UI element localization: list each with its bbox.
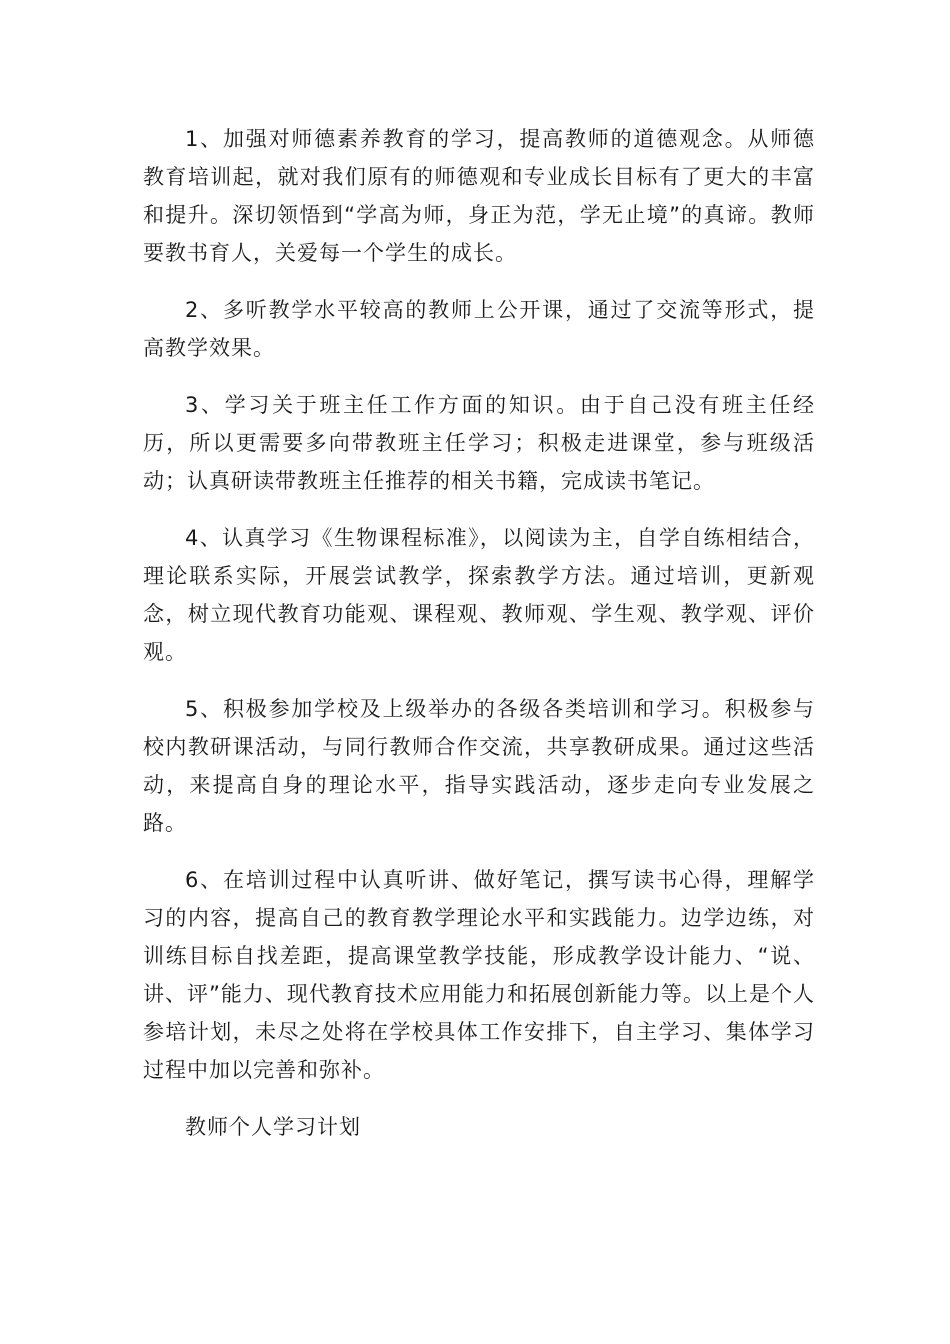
paragraph-4: 4、认真学习《生物课程标准》，以阅读为主，自学自练相结合，理论联系实际，开展尝试教学，探索教学方法。通过培训，更新观念，树立现代教育功能观、课程观、教师观、学生观、教学观、评价观。 bbox=[143, 526, 815, 664]
paragraph-5: 5、积极参加学校及上级举办的各级各类培训和学习。积极参与校内教研课活动，与同行教师合作交流，共享教研成果。通过这些活动，来提高自身的理论水平，指导实践活动，逐步走向专业发展之路。 bbox=[143, 697, 815, 835]
paragraph-3: 3、学习关于班主任工作方面的知识。由于自己没有班主任经历，所以更需要多向带教班主任学习；积极走进课堂，参与班级活动；认真研读带教班主任推荐的相关书籍，完成读书笔记。 bbox=[143, 393, 815, 493]
paragraph-1: 1、加强对师德素养教育的学习，提高教师的道德观念。从师德教育培训起，就对我们原有的师德观和专业成长目标有了更大的丰富和提升。深切领悟到“学高为师，身正为范，学无止境”的真谛。教师要教书育人，关爱每一个学生的成长。 bbox=[143, 127, 815, 265]
section-heading: 教师个人学习计划 bbox=[185, 1115, 361, 1139]
paragraph-6: 6、在培训过程中认真听讲、做好笔记，撰写读书心得，理解学习的内容，提高自己的教育教学理论水平和实践能力。边学边练，对训练目标自找差距，提高课堂教学技能，形成教学设计能力、“说、讲、评”能力、现代教育技术应用能力和拓展创新能力等。以上是个人参培计划，未尽之处将在学校具体工作安排下，自主学习、集体学习过程中加以完善和弥补。 bbox=[143, 868, 815, 1082]
document-body bbox=[143, 120, 815, 1146]
paragraph-2: 2、多听教学水平较高的教师上公开课，通过了交流等形式，提高教学效果。 bbox=[143, 298, 815, 360]
